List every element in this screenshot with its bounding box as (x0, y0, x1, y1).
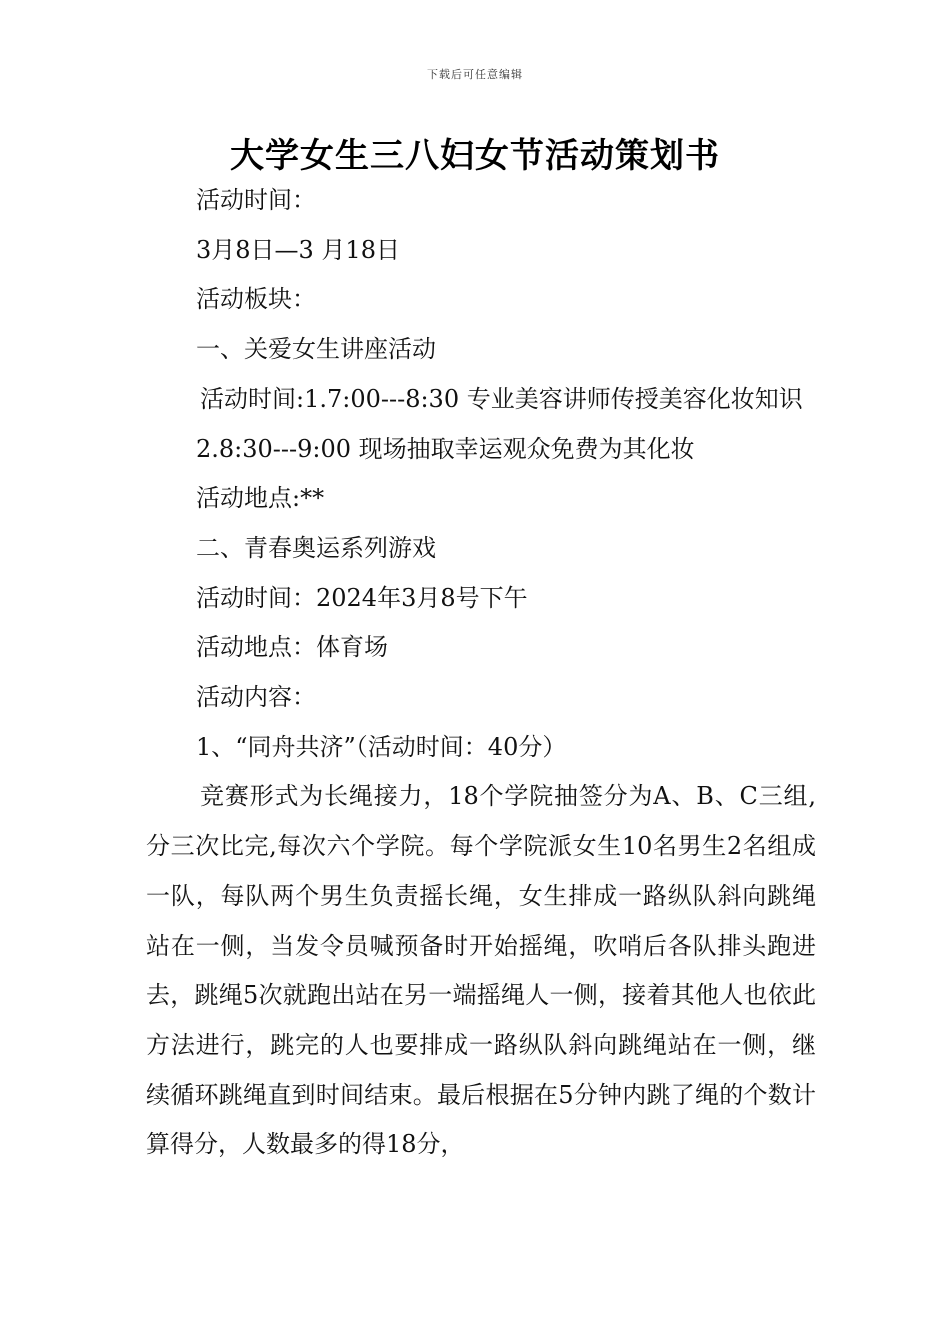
document-title: 大学女生三八妇女节活动策划书 (230, 136, 720, 176)
text-paragraph: 竞赛形式为长绳接力，18个学院抽签分为A、B、C三组,分三次比完,每次六个学院。每个学院派女生10名男生2名组成一队，每队两个男生负责摇长绳，女生排成一路纵队斜向跳绳站在一侧，当发令员喊预备时开始摇绳，吹哨后各队排头跑进去，跳绳5次就跑出站在另一端摇绳人一侧，接着其他人也依此方法进行，跳完的人也要排成一路纵队斜向跳绳站在一侧，继续循环跳绳直到时间结束。最后根据在5分钟内跳了绳的个数计算得分，人数最多的得18分， (146, 782, 816, 1159)
text-line: 活动时间：2024年3月8号下午 (196, 583, 528, 612)
text-line: 1、“同舟共济”（活动时间：40分） (196, 732, 567, 761)
text-line: 二、青春奥运系列游戏 (196, 533, 436, 562)
text-line: 3月8日—3 月18日 (196, 235, 400, 264)
text-line: 活动地点:** (196, 484, 325, 513)
text-line: 活动时间： (196, 186, 316, 214)
text-line: 一、关爱女生讲座活动 (196, 335, 436, 364)
header-note: 下载后可任意编辑 (427, 68, 523, 81)
text-line: 活动地点：体育场 (196, 633, 388, 662)
text-paragraph: 活动时间:1.7:00---8:30 专业美容讲师传授美容化妆知识 (200, 384, 803, 413)
document-body (146, 176, 816, 1170)
text-line: 活动内容： (196, 683, 316, 712)
text-line: 活动板块： (196, 285, 316, 314)
text-line: 2.8:30---9:00 现场抽取幸运观众免费为其化妆 (196, 434, 695, 463)
